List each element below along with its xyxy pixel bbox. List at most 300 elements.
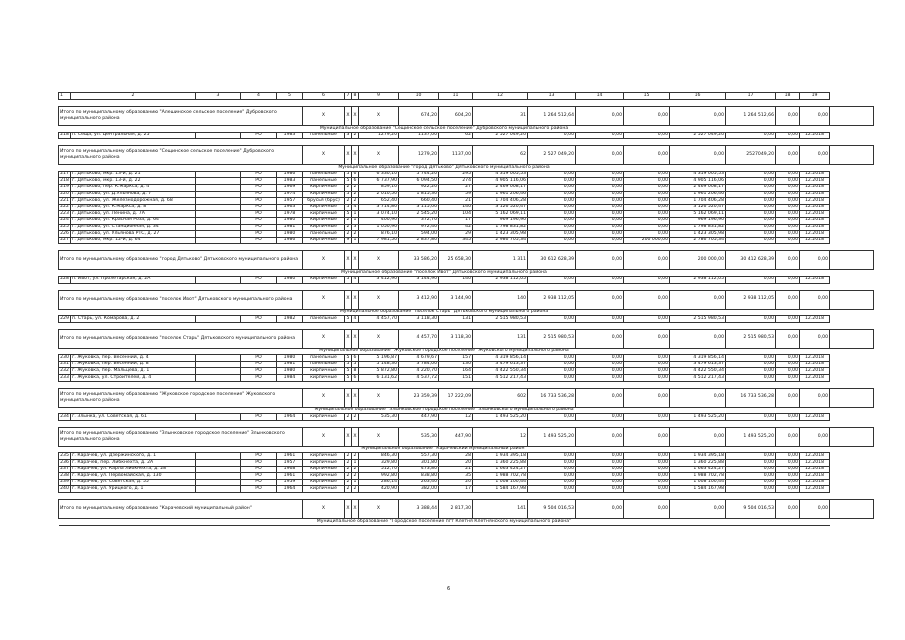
table-cell: 130 [439,361,473,368]
table-cell: 2 [352,231,359,238]
table-cell: 239 [60,479,69,485]
table-cell: 6 131,62 [359,375,399,382]
table-cell: г. Дятьково, ул. Станционная, д. 34 [71,224,196,231]
table-cell: 1 493 525,20 [670,414,726,421]
table-cell: 9 [345,237,352,244]
table-cell: 236 [60,459,69,465]
total-cell: 200 000,00 [670,251,726,270]
table-cell [196,361,241,368]
total-cell: 0,00 [576,146,624,165]
table-cell: 229 [60,315,69,321]
table-cell: 5 [345,178,352,185]
total-cell: 0,00 [576,290,624,309]
table-cell: 0,00 [624,361,670,368]
section-heading-row [59,519,874,526]
spacer [59,139,830,146]
table-cell: 0,00 [528,198,576,205]
table-cell: 1 360 225,88 [473,460,528,467]
table-cell: 234 [60,413,69,419]
table-cell: 12.2018 [800,204,830,211]
table-cell: г. Дятьково, ул. Железнодорожная, д. 68 [71,198,196,205]
table-cell [196,191,241,198]
table-cell: 1 [352,460,359,467]
table-cell [196,316,241,323]
table-cell [196,224,241,231]
table-cell: 164 [439,368,473,375]
table-cell: 231 [60,361,69,367]
table-cell: кирпичные [303,368,345,375]
total-cell: X [352,329,359,348]
table-cell: 372,70 [399,217,439,224]
total-cell: 131 [473,329,528,348]
table-cell: 2 [352,414,359,421]
table-cell: 0,00 [624,276,670,283]
table-cell: 1986 [277,237,303,244]
table-cell: 3 412,90 [359,276,399,283]
table-cell: РО [241,204,277,211]
table-cell: 0,00 [776,368,800,375]
total-cell: 1 493 525,20 [528,427,576,446]
table-cell: 652,40 [359,198,399,205]
table-cell: 1 798 831,82 [670,224,726,231]
total-cell [830,107,874,126]
total-cell: 2 515 980,53 [528,329,576,348]
table-cell: 12.2018 [800,355,830,362]
section-heading-row [59,270,874,277]
total-cell: X [345,290,352,309]
table-cell: 535,30 [359,414,399,421]
total-cell: X [345,500,352,519]
table-cell: РО [241,479,277,486]
table-cell [196,368,241,375]
table-cell: 1980 [277,276,303,283]
table-cell: п. Старь, ул. Комарова, д. 2 [71,316,196,323]
total-cell: 0,00 [624,251,670,270]
table-cell: 4 905 116,06 [670,178,726,185]
table-cell: 0,00 [726,368,776,375]
table-cell: 0,00 [726,184,776,191]
table-cell: 274 [439,178,473,185]
table-cell: 1279,20 [359,132,399,139]
table-cell: 0,00 [726,198,776,205]
table-cell: 6 [352,178,359,185]
table-cell: г. Жуковка, пер. Мальцева, д. 1 [71,368,196,375]
table-cell: 0,00 [576,460,624,467]
table-cell: 17 [439,486,473,493]
table-cell: 0,00 [528,276,576,283]
table-cell: 0,00 [776,375,800,382]
table-cell: кирпичные [303,486,345,493]
total-cell: 33 586,20 [399,251,439,270]
table-cell: 0,00 [776,204,800,211]
table-cell: 0,00 [776,414,800,421]
table-cell: 12.2018 [800,132,830,139]
table-cell: 0,00 [528,211,576,218]
table-cell: 1 704 406,28 [473,198,528,205]
section-heading-row [59,165,874,172]
total-cell: 3 388,44 [399,500,439,519]
table-cell: 0,00 [576,132,624,139]
table-cell: 200 000,00 [624,237,670,244]
table-cell: 5 [345,276,352,283]
table-cell: 1 [352,479,359,486]
table-cell: 35 [439,473,473,480]
table-row [59,453,874,460]
table-cell: 0,00 [624,204,670,211]
table-cell: кирпичные [303,479,345,486]
table-cell: 859,10 [359,184,399,191]
table-cell: 2 010,50 [359,191,399,198]
table-cell: 12.2018 [800,231,830,238]
table-cell: РО [241,276,277,283]
table-cell: 4 319 005,53 [473,171,528,178]
table-cell: панельные [303,132,345,139]
table-cell: 1 663 424,27 [670,466,726,473]
table-cell: 12.2018 [800,211,830,218]
total-cell: X [345,427,352,446]
table-cell: 3 [352,224,359,231]
table-cell: 4 422 550,34 [670,368,726,375]
table-cell [196,375,241,382]
table-cell: 0,00 [528,184,576,191]
total-cell: 0,00 [670,329,726,348]
total-cell: 31 [473,107,528,126]
table-cell: 2 469 008,17 [473,184,528,191]
total-cell: 0,00 [800,251,830,270]
table-row [59,237,874,244]
table-cell [196,217,241,224]
table-cell: 4 457,70 [359,316,399,323]
section-heading: Муниципальное образование "город Дятьково" Дятьковского муниципального района [59,165,830,172]
table-cell: РО [241,171,277,178]
total-cell: 3 412,90 [399,290,439,309]
table-cell: 0,00 [528,237,576,244]
table-cell: 3 144,90 [399,276,439,283]
total-cell: 0,00 [624,427,670,446]
spacer [59,493,830,500]
total-cell: 0,00 [624,107,670,126]
total-cell [830,329,874,348]
table-cell [196,184,241,191]
table-cell: 0,00 [528,368,576,375]
table-row [59,178,874,185]
table-cell: г. Жуковка, пер. Весенний, д. 8 [71,361,196,368]
table-cell: 0,00 [726,204,776,211]
table-cell: 0,00 [576,375,624,382]
table-cell: г. Дятьково, мкр. 13-й, д. 22 [71,178,196,185]
table-cell [196,453,241,460]
table-cell: 3 [345,132,352,139]
column-number: 12 [473,93,528,100]
table-cell [196,237,241,244]
table-cell: 5 [345,171,352,178]
table-cell: РО [241,217,277,224]
table-cell: 2 [345,466,352,473]
total-cell [830,146,874,165]
table-cell: 12.2018 [800,460,830,467]
table-cell: 0,00 [776,276,800,283]
table-cell: кирпичные [303,276,345,283]
table-cell: 1959 [277,479,303,486]
table-cell: 4 537,72 [399,375,439,382]
table-cell: 0,00 [576,453,624,460]
table-cell: 1 [352,217,359,224]
table-cell: 1 584 167,98 [670,486,726,493]
spacer [59,283,830,290]
table-cell: 2 515 980,53 [670,316,726,323]
column-number: 8 [352,93,359,100]
spacer-row [59,283,874,290]
table-cell: 223 [60,210,69,216]
table-row [59,316,874,323]
spacer [59,420,830,427]
table-cell: 3 074,10 [359,211,399,218]
table-cell: панельные [303,355,345,362]
column-number: 7 [345,93,352,100]
table-cell: 0,00 [576,473,624,480]
table-cell: 0,00 [776,217,800,224]
total-cell: 3 144,90 [439,290,473,309]
table-cell: 0,00 [624,184,670,191]
table-row [59,204,874,211]
table-row [59,355,874,362]
table-cell: 1981 [277,224,303,231]
table-cell: 0,00 [624,414,670,421]
total-cell: 535,30 [399,427,439,446]
column-number: 6 [303,93,345,100]
table-cell: 0,00 [576,224,624,231]
table-cell: панельные [303,361,345,368]
table-cell: 29 [439,231,473,238]
table-cell: 0,00 [624,132,670,139]
table-cell: 27 [439,184,473,191]
total-cell: 1 493 525,20 [726,427,776,446]
column-number: 19 [800,93,830,100]
table-cell: 1 798 831,82 [473,224,528,231]
table-row [59,198,874,205]
table-cell: РО [241,231,277,238]
table-cell: 232 [60,367,69,373]
total-cell: 1 311 [473,251,528,270]
table-cell: 4 220,70 [399,368,439,375]
table-cell: 2 527 049,20 [670,132,726,139]
table-cell: 12.2018 [800,171,830,178]
table-cell: 20 [439,479,473,486]
table-cell: 0,00 [528,178,576,185]
table-row [59,486,874,493]
table-cell: 0,00 [776,460,800,467]
table-cell: г. Жуковка, пер. Весенний, д. 4 [71,355,196,362]
table-cell: 4 319 856,14 [473,355,528,362]
table-cell: кирпичные [303,237,345,244]
total-label: Итого по муниципальному образованию "Злынковское городское поселение" Злынковского муниципального района [59,427,303,446]
table-cell: 0,00 [576,204,624,211]
total-cell: X [303,329,345,348]
table-cell: 5 [345,355,352,362]
table-cell: 0,00 [528,460,576,467]
table-cell: 1 423 305,98 [670,231,726,238]
total-cell: 2 938 112,05 [726,290,776,309]
table-cell: 2 [345,479,352,486]
table-cell: 0,00 [726,414,776,421]
table-cell: 238 [60,472,69,478]
column-number: 3 [196,93,241,100]
table-cell: г. Дятьково, мкр. 12-й, д. 64 [71,237,196,244]
table-cell: 0,00 [726,355,776,362]
section-heading: Муниципальное образование "Карачевский муниципальный район" [59,446,830,453]
table-cell: 1969 [277,184,303,191]
column-number: 11 [439,93,473,100]
table-cell: кирпичные [303,473,345,480]
table-cell: 1964 [277,486,303,493]
table-cell: 1980 [277,368,303,375]
total-cell: 25 658,30 [439,251,473,270]
total-cell: 0,00 [776,107,800,126]
spacer [59,322,830,329]
table-cell: 3 126 520,47 [473,204,528,211]
total-cell: 16 733 536,28 [528,388,576,407]
section-heading: Муниципальное образование "поселок Ивот" Дятьковского муниципального района [59,270,830,277]
table-cell: 382,00 [399,486,439,493]
table-cell: 221 [60,197,69,203]
table-cell: 5 744,20 [399,171,439,178]
table-cell [196,460,241,467]
section-heading-row [59,407,874,414]
total-cell: 2 938 112,05 [528,290,576,309]
total-cell: 0,00 [576,427,624,446]
table-cell: 12.2018 [800,486,830,493]
table-cell: 2 837,80 [399,237,439,244]
total-cell: 2 817,30 [439,500,473,519]
column-number: 9 [359,93,399,100]
table-cell: 0,00 [624,479,670,486]
table-cell: 557,30 [399,453,439,460]
table-cell: 4 319 005,53 [670,171,726,178]
table-cell: 1 704 406,28 [670,198,726,205]
table-cell: 0,00 [528,316,576,323]
table-cell: кирпичные [303,204,345,211]
total-cell: 0,00 [776,427,800,446]
table-cell: 6 [352,171,359,178]
table-cell: 12.2018 [800,473,830,480]
table-cell: 0,00 [776,361,800,368]
table-cell: кирпичные [303,217,345,224]
table-cell: 1957 [277,198,303,205]
section-heading: Муниципальное образование "Злынковское городское поселение" Злынковского муниципального района [59,407,830,414]
table-cell: 2 [345,224,352,231]
table-row [59,414,874,421]
total-cell: 140 [473,290,528,309]
table-cell: 0,00 [776,486,800,493]
table-cell: РО [241,375,277,382]
table-cell: 922,20 [399,184,439,191]
table-cell: 2 [345,198,352,205]
total-cell: 0,00 [800,329,830,348]
table-cell: 12.2018 [800,453,830,460]
table-cell: 1986 [277,171,303,178]
table-cell: 0,00 [576,355,624,362]
total-label: Итого по муниципальному образованию "город Дятьково" Дятьковского муниципального района [59,251,303,270]
total-cell: 0,00 [670,146,726,165]
table-cell: 0,00 [528,466,576,473]
table-cell: 0,00 [726,466,776,473]
table-cell: 1137,00 [399,132,439,139]
table-cell: 0,00 [624,171,670,178]
table-cell: РО [241,224,277,231]
table-cell: 2 938 112,05 [670,276,726,283]
table-cell: г. Карачев, ул. Первомайская, д. 130 [71,473,196,480]
table-cell: 1 988 702,78 [473,473,528,480]
total-cell: 0,00 [624,500,670,519]
total-cell: 0,00 [624,290,670,309]
table-cell: РО [241,466,277,473]
table-cell: 0,00 [576,171,624,178]
column-number: 1 [59,93,71,100]
table-cell: 0,00 [726,361,776,368]
table-cell: 0,00 [576,361,624,368]
table-cell [196,231,241,238]
section-heading: Муниципальное образование "Сещинское сельское поселение" Дубровского муниципального района [59,126,830,133]
table-row [59,224,874,231]
table-cell: кирпичные [303,224,345,231]
table-cell: 992,80 [359,473,399,480]
spacer-row [59,100,874,107]
table-cell: 5 [345,361,352,368]
table-cell: 1 663 424,27 [473,466,528,473]
table-cell: 0,00 [726,276,776,283]
total-cell: 0,00 [576,329,624,348]
table-cell: 0,00 [528,231,576,238]
table-cell: 12.2018 [800,198,830,205]
table-cell: 12.2018 [800,237,830,244]
table-row [59,211,874,218]
total-cell [830,500,874,519]
table-cell: 345 [439,237,473,244]
table-cell: 5 [345,211,352,218]
total-cell: X [359,388,399,407]
table-cell: г. Карачев, ул. Дзержинского, д. 1 [71,453,196,460]
table-cell: 2 527 049,20 [473,132,528,139]
table-cell: 3 118,30 [399,316,439,323]
table-cell: г. Карачев, ул. Карла Либкнехта, д. 28 [71,466,196,473]
table-cell: 1964 [277,414,303,421]
column-number: 2 [71,93,196,100]
total-cell: X [359,146,399,165]
table-cell: 2 [352,453,359,460]
table-cell: 4 [352,276,359,283]
table-cell: РО [241,198,277,205]
table-cell: 20 [439,460,473,467]
table-cell: 0,00 [776,184,800,191]
table-cell: панельные [303,178,345,185]
table-cell: 12.2018 [800,479,830,486]
table-cell: 400,90 [359,217,399,224]
table-cell: 1982 [277,316,303,323]
table-cell: 0,00 [576,486,624,493]
table-cell: 0,00 [528,191,576,198]
table-cell: 12.2018 [800,361,830,368]
table-cell: 2 786 705,34 [670,237,726,244]
table-cell: 1980 [277,231,303,238]
table-cell: 131 [439,316,473,323]
table-cell: 0,00 [726,316,776,323]
table-cell: 0,00 [726,217,776,224]
total-label: Итого по муниципальному образованию "Карачевский муниципальный район" [59,500,303,519]
table-cell: 2 [345,184,352,191]
table-cell: 226 [60,230,69,236]
table-cell: 5 872,80 [359,368,399,375]
table-cell: 4 905 116,06 [473,178,528,185]
